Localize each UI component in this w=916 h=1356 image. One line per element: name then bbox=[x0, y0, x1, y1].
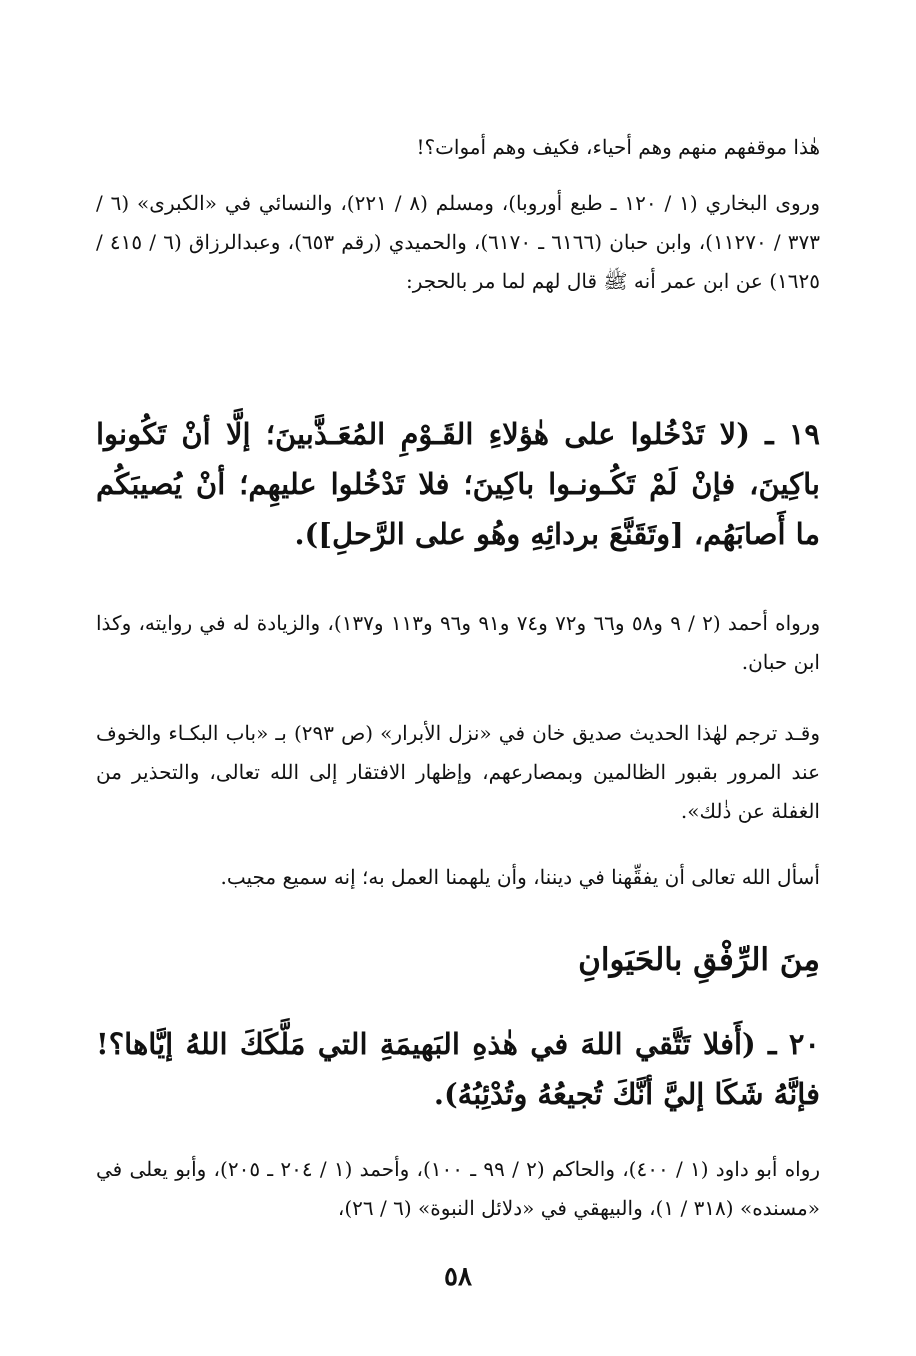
paragraph-sources: وروى البخاري (١ / ١٢٠ ـ طبع أوروبا)، ومسلم (٨ / ٢٢١)، والنسائي في «الكبرى» (٦ / ٣٧٣ / ١١٢٧٠)، وابن حبان (٦١٦٦ ـ ٦١٧٠)، والحميدي (رقم ٦٥٣)، وعبدالرزاق (٦ / ٤١٥ / ١٦٢٥) عن ابن عمر أنه ﷺ قال لهم لما مر بالحجر: bbox=[96, 191, 821, 293]
paragraph-abu-dawud: رواه أبو داود (١ / ٤٠٠)، والحاكم (٢ / ٩٩ ـ ١٠٠)، وأحمد (١ / ٢٠٤ ـ ٢٠٥)، وأبو يعلى في «مسنده» (٣١٨ / ١)، والبيهقي في «دلائل النبوة» (٦ / ٢٦)، bbox=[96, 1157, 821, 1220]
paragraph-siddiq-khan: وقـد ترجم لهٰذا الحديث صديق خان في «نزل الأبرار» (ص ٢٩٣) بـ «باب البكـاء والخوف عند المرور بقبور الظالمين وبمصارعهم، وإظهار الافتقار إلى الله تعالى، والتحذير من الغفلة عن ذٰلك». bbox=[96, 721, 820, 823]
section-heading: مِنَ الرِّفْقِ بالحَيَوانِ bbox=[578, 942, 820, 978]
hadith-20: ٢٠ ـ (أَفلا تَتَّقي اللهَ في هٰذهِ البَهيمَةِ التي مَلَّكَكَ اللهُ إيَّاها؟! فإنَّهُ شَكَا إليَّ أنَّكَ تُجيعُهُ وتُدْئِبُهُ). bbox=[96, 1027, 820, 1111]
hadith-19: ١٩ ـ (لا تَدْخُلوا على هٰؤلاءِ القَـوْمِ المُعَـذَّبينَ؛ إلَّا أنْ تَكُونوا باكِينَ، فإنْ لَمْ تَكُـونـوا باكِينَ؛ فلا تَدْخُلوا عليهِم؛ أنْ يُصيبَكُم ما أَصابَهُم، [وتَقَنَّعَ بردائِهِ وهُو على الرَّحلِ]). bbox=[96, 417, 820, 551]
paragraph-supplication: أسأل الله تعالى أن يفقِّهنا في ديننا، وأن يلهمنا العمل به؛ إنه سميع مجيب. bbox=[220, 865, 820, 889]
paragraph-ahmad: ورواه أحمد (٢ / ٩ و٥٨ و٦٦ و٧٢ و٧٤ و٩١ و٩٦ و١١٣ و١٣٧)، والزيادة له في روايته، وكذا ابن حبان. bbox=[96, 611, 821, 674]
page-number: ٥٨ bbox=[444, 1262, 472, 1292]
paragraph-intro: هٰذا موقفهم منهم وهم أحياء، فكيف وهم أموات؟! bbox=[416, 135, 820, 159]
